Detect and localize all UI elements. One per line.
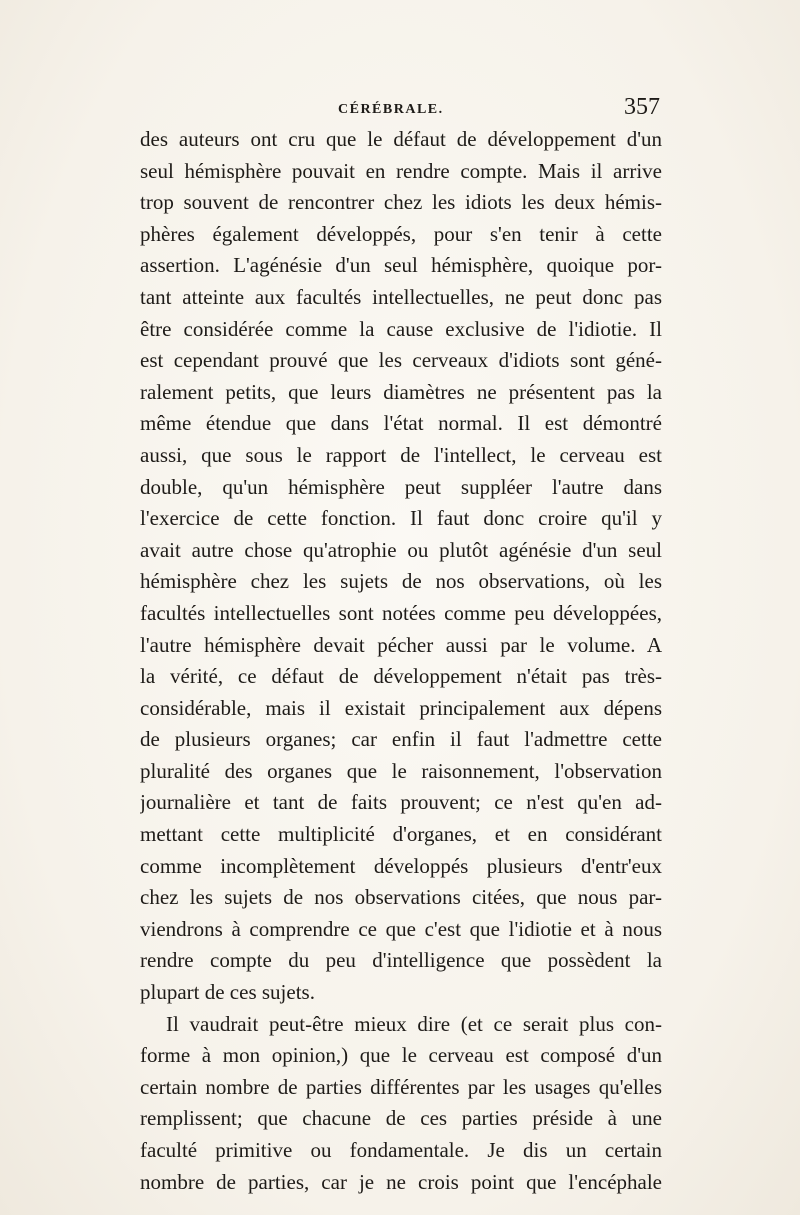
text-line: viendrons à comprendre ce que c'est que l'idiotie et à nous	[140, 916, 662, 941]
text-line: aussi, que sous le rapport de l'intellect, le cerveau est	[140, 442, 662, 467]
text-line: mettant cette multiplicité d'organes, et en considérant	[140, 822, 662, 847]
text-line: seul hémisphère pouvait en rendre compte. Mais il arrive	[140, 158, 662, 183]
text-line: journalière et tant de faits prouvent; ce n'est qu'en ad-	[140, 790, 662, 815]
text-line: même étendue que dans l'état normal. Il est démontré	[140, 411, 662, 436]
text-line: la vérité, ce défaut de développement n'était pas très-	[140, 664, 662, 689]
paragraph-end-line: plupart de ces sujets.	[140, 980, 315, 1005]
text-line: nombre de parties, car je ne crois point que l'encéphale	[140, 1169, 662, 1194]
text-line: rendre compte du peu d'intelligence que possèdent la	[140, 948, 662, 973]
text-line: ralement petits, que leurs diamètres ne présentent pas la	[140, 379, 662, 404]
text-line: forme à mon opinion,) que le cerveau est composé d'un	[140, 1043, 662, 1068]
text-line: pluralité des organes que le raisonnement, l'observation	[140, 758, 662, 783]
page-number: 357	[624, 94, 660, 120]
text-line: l'exercice de cette fonction. Il faut donc croire qu'il y	[140, 506, 662, 531]
text-line: trop souvent de rencontrer chez les idiots les deux hémis-	[140, 190, 662, 215]
text-line: double, qu'un hémisphère peut suppléer l'autre dans	[140, 474, 662, 499]
text-line: avait autre chose qu'atrophie ou plutôt agénésie d'un seul	[140, 537, 662, 562]
text-line: des auteurs ont cru que le défaut de développement d'un	[140, 127, 662, 151]
text-line: remplissent; que chacune de ces parties préside à une	[140, 1106, 662, 1131]
text-line: considérable, mais il existait principalement aux dépens	[140, 695, 662, 720]
text-line: tant atteinte aux facultés intellectuelles, ne peut donc pas	[140, 284, 662, 309]
text-line: comme incomplètement développés plusieurs d'entr'eux	[140, 853, 662, 878]
text-line: assertion. L'agénésie d'un seul hémisphère, quoique por-	[140, 253, 662, 278]
text-line: l'autre hémisphère devait pécher aussi par le volume. A	[140, 632, 662, 657]
paragraph-start-line: Il vaudrait peut-être mieux dire (et ce serait plus con-	[166, 1011, 662, 1036]
text-line: faculté primitive ou fondamentale. Je dis un certain	[140, 1138, 662, 1162]
text-line: hémisphère chez les sujets de nos observations, où les	[140, 569, 662, 594]
text-line: chez les sujets de nos observations citées, que nous par-	[140, 885, 662, 910]
body-text	[140, 124, 662, 1198]
text-line: être considérée comme la cause exclusive de l'idiotie. Il	[140, 316, 662, 341]
text-line: phères également développés, pour s'en tenir à cette	[140, 221, 662, 246]
text-line: est cependant prouvé que les cerveaux d'idiots sont géné-	[140, 348, 662, 373]
text-line: de plusieurs organes; car enfin il faut l'admettre cette	[140, 727, 662, 752]
text-line: facultés intellectuelles sont notées comme peu développées,	[140, 600, 662, 625]
text-line: certain nombre de parties différentes par les usages qu'elles	[140, 1074, 662, 1099]
running-head: CÉRÉBRALE.	[338, 102, 444, 117]
